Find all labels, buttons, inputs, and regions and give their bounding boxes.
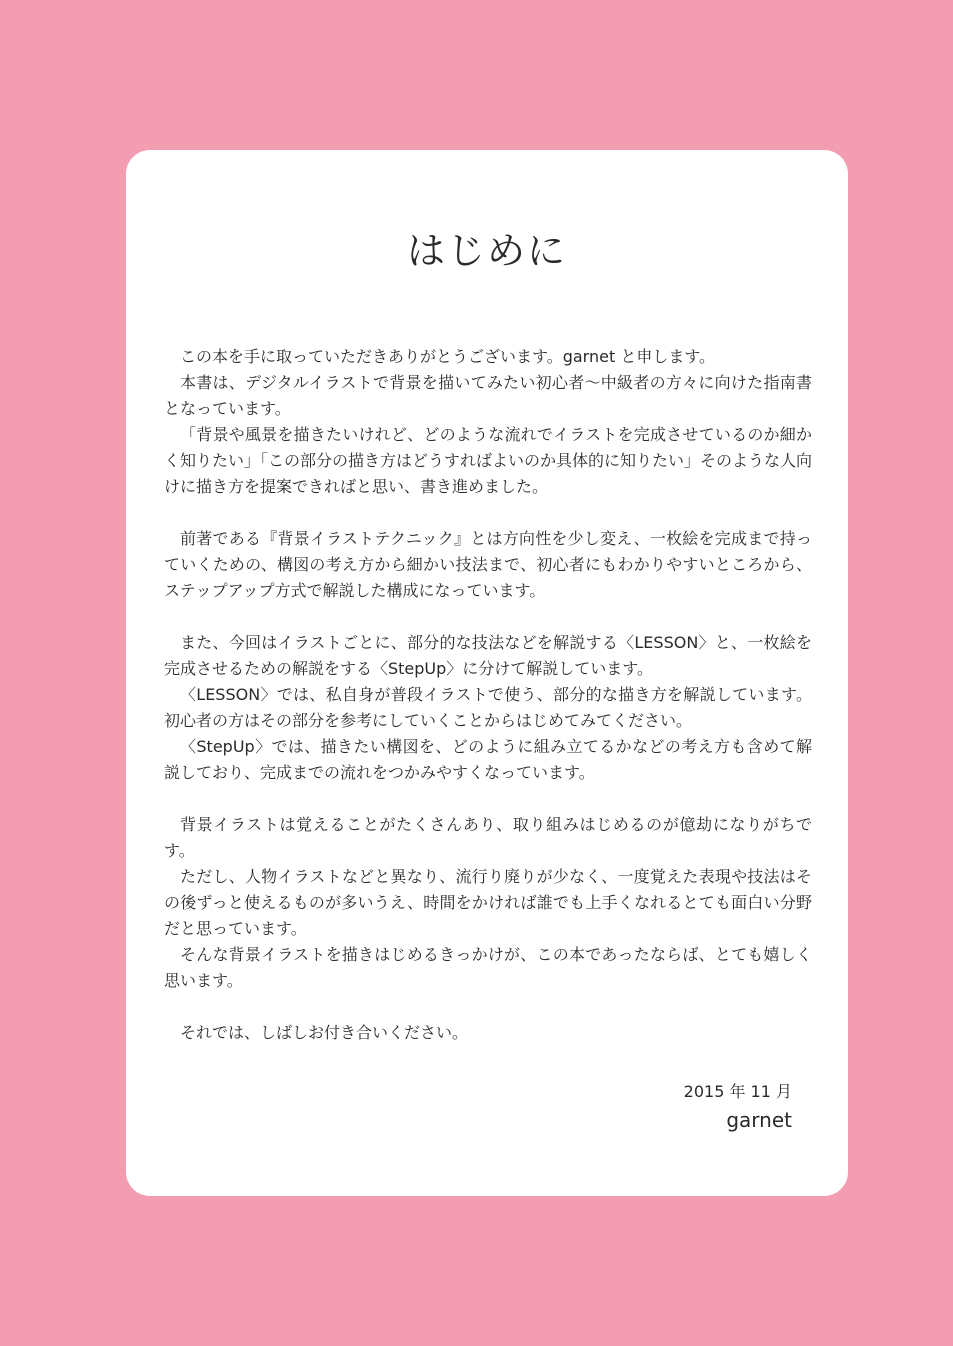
text-line: 〈StepUp〉では、描きたい構図を、どのように組み立てるかなどの考え方も含めて解説しており、完成までの流れをつかみやすくなっています。 <box>164 737 812 782</box>
text-line: 背景イラストは覚えることがたくさんあり、取り組みはじめるのが億劫になりがちです。 <box>164 815 812 860</box>
paragraph-5 <box>164 1020 812 1046</box>
body-text <box>164 344 812 1072</box>
signature-name: garnet <box>726 1108 792 1132</box>
text-line: 本書は、デジタルイラストで背景を描いてみたい初心者〜中級者の方々に向けた指南書となっています。 <box>164 373 812 418</box>
text-line: この本を手に取っていただきありがとうございます。garnet と申します。 <box>180 347 716 366</box>
text-line: 前著である『背景イラストテクニック』とは方向性を少し変え、一枚絵を完成まで持っていくための、構図の考え方から細かい技法まで、初心者にもわかりやすいところから、ステップアップ方式で解説した構成になっています。 <box>164 529 812 600</box>
text-line: そんな背景イラストを描きはじめるきっかけが、この本であったならば、とても嬉しく思います。 <box>164 945 812 990</box>
signature <box>684 1080 792 1134</box>
content-card <box>126 150 848 1196</box>
text-line: ただし、人物イラストなどと異なり、流行り廃りが少なく、一度覚えた表現や技法はその後ずっと使えるものが多いうえ、時間をかければ誰でも上手くなれるとても面白い分野だと思っています。 <box>164 867 812 938</box>
paragraph-4 <box>164 812 812 994</box>
text-line: 〈LESSON〉では、私自身が普段イラストで使う、部分的な描き方を解説しています。初心者の方はその部分を参考にしていくことからはじめてみてください。 <box>164 685 812 730</box>
paragraph-2 <box>164 526 812 604</box>
paragraph-3 <box>164 630 812 786</box>
signature-date: 2015 年 11 月 <box>683 1082 792 1101</box>
page-title: はじめに <box>406 229 567 273</box>
text-line: 「背景や風景を描きたいけれど、どのような流れでイラストを完成させているのか細かく知りたい」「この部分の描き方はどうすればよいのか具体的に知りたい」そのような人向けに描き方を提案できればと思い、書き進めました。 <box>164 425 813 496</box>
text-line: また、今回はイラストごとに、部分的な技法などを解説する〈LESSON〉と、一枚絵を完成させるための解説をする〈StepUp〉に分けて解説しています。 <box>164 633 812 678</box>
text-line: それでは、しばしお付き合いください。 <box>180 1023 469 1042</box>
paragraph-1 <box>164 344 812 500</box>
